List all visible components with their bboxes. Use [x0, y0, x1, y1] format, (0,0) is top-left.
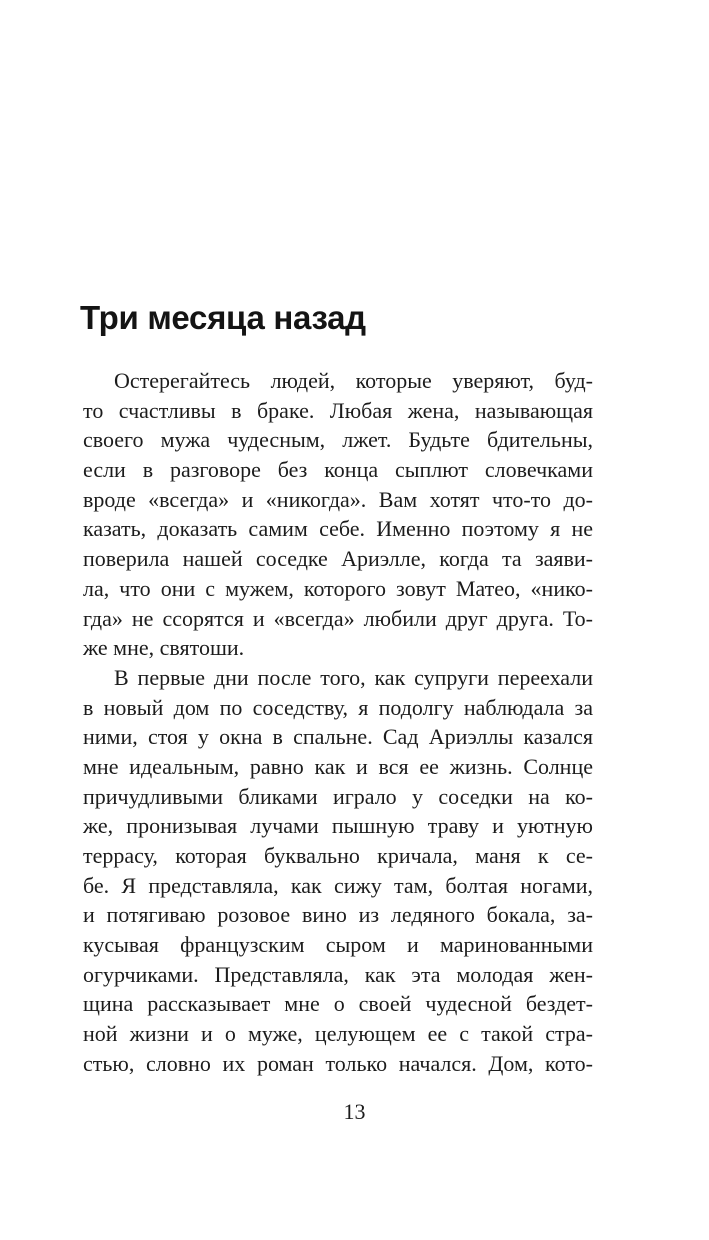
text-line: поверила нашей соседке Ариэлле, когда та заяви-: [83, 546, 593, 572]
text-line: террасу, которая буквально кричала, маня к се-: [83, 843, 593, 868]
text-line: ними, стоя у окна в спальне. Сад Ариэллы казался: [83, 724, 593, 750]
text-line: мне идеальным, равно как и вся ее жизнь. Солнце: [83, 753, 593, 779]
paragraph: [83, 366, 593, 663]
page-number: 13: [343, 1099, 366, 1124]
paragraph: [83, 663, 593, 1079]
text-line: в новый дом по соседству, я подолгу наблюдала за: [83, 694, 593, 720]
text-line: то счастливы в браке. Любая жена, называющая: [83, 397, 593, 423]
text-line: казать, доказать самим себе. Именно поэтому я не: [83, 516, 593, 542]
text-line: огурчиками. Представляла, как эта молодая жен-: [83, 961, 593, 987]
text-line: кусывая французским сыром и маринованными: [83, 932, 593, 958]
text-line: причудливыми бликами играло у соседки на ко-: [83, 783, 593, 809]
text-line: вроде «всегда» и «никогда». Вам хотят что-то до-: [83, 486, 593, 512]
text-line: ла, что они с мужем, которого зовут Матео, «нико-: [83, 575, 593, 601]
text-line: гда» не ссорятся и «всегда» любили друг друга. То-: [83, 605, 593, 631]
text-line: ной жизни и о муже, целующем ее с такой стра-: [83, 1021, 593, 1047]
text-line: же мне, святоши.: [83, 635, 245, 661]
text-line: и потягиваю розовое вино из ледяного бокала, за-: [83, 902, 593, 928]
body-text: [83, 366, 593, 1079]
text-line: своего мужа чудесным, лжет. Будьте бдительны,: [83, 427, 593, 453]
text-line: если в разговоре без конца сыплют словечками: [83, 457, 593, 483]
chapter-title: Три месяца назад: [80, 299, 366, 336]
text-line: же, пронизывая лучами пышную траву и уютную: [83, 813, 593, 839]
text-line: щина рассказывает мне о своей чудесной бездет-: [83, 991, 593, 1017]
text-line: Остерегайтесь людей, которые уверяют, буд-: [114, 368, 593, 393]
text-line: стью, словно их роман только начался. Дом, кото-: [83, 1050, 593, 1076]
text-line: В первые дни после того, как супруги переехали: [114, 664, 593, 690]
text-line: бе. Я представляла, как сижу там, болтая ногами,: [83, 872, 593, 898]
